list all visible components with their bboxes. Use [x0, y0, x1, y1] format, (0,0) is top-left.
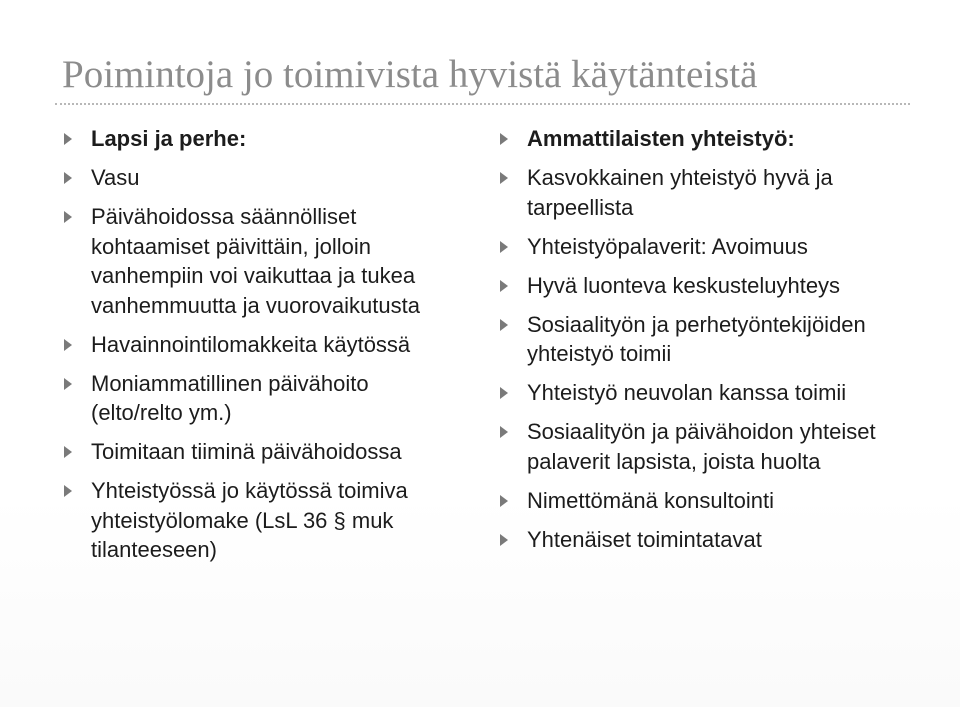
triangle-right-icon	[500, 133, 508, 145]
item-text: Yhteistyö neuvolan kanssa toimii	[527, 380, 847, 405]
item-text: Havainnointilomakkeita käytössä	[91, 331, 411, 357]
list-item	[494, 525, 914, 555]
title-divider	[55, 103, 910, 105]
list-item	[494, 310, 914, 369]
list-item	[58, 202, 458, 320]
triangle-right-icon	[64, 172, 72, 184]
triangle-right-icon	[500, 495, 508, 507]
triangle-right-icon	[500, 426, 508, 438]
item-text: Päivähoidossa säännölliset kohtaamiset päivittäin, jolloin vanhempiin voi vaikuttaa ja tukea vanhemmuutta ja vuorovaikutusta	[91, 204, 420, 318]
list-item	[494, 163, 914, 222]
list-item	[58, 124, 458, 154]
item-text: Yhtenäiset toimintatavat	[527, 526, 762, 552]
list-item	[494, 486, 914, 516]
left-column-list	[58, 124, 458, 574]
item-text: Yhteistyöpalaverit: Avoimuus	[527, 233, 808, 259]
item-text: Vasu	[91, 165, 140, 190]
list-item	[58, 163, 458, 193]
triangle-right-icon	[500, 534, 508, 546]
triangle-right-icon	[64, 133, 72, 145]
list-item	[494, 124, 914, 154]
triangle-right-icon	[500, 241, 508, 253]
item-text: Yhteistyössä jo käytössä toimiva yhteistyölomake (LsL 36 § muk tilanteeseen)	[91, 478, 408, 562]
triangle-right-icon	[500, 172, 508, 184]
triangle-right-icon	[64, 446, 72, 458]
slide-title: Poimintoja jo toimivista hyvistä käytänteistä	[62, 53, 758, 96]
list-item	[58, 476, 458, 565]
triangle-right-icon	[500, 387, 508, 399]
triangle-right-icon	[64, 485, 72, 497]
item-text: Hyvä luonteva keskusteluyhteys	[527, 272, 841, 298]
list-item	[58, 369, 458, 428]
list-item	[494, 417, 914, 476]
triangle-right-icon	[500, 280, 508, 292]
item-text: Lapsi ja perhe:	[91, 126, 247, 151]
triangle-right-icon	[64, 211, 72, 223]
triangle-right-icon	[500, 319, 508, 331]
list-item	[494, 271, 914, 301]
item-text: Ammattilaisten yhteistyö:	[527, 126, 795, 151]
list-item	[58, 330, 458, 360]
item-text: Nimettömänä konsultointi	[527, 487, 775, 513]
triangle-right-icon	[64, 378, 72, 390]
list-item	[58, 437, 458, 467]
list-item	[494, 378, 914, 408]
list-item	[494, 232, 914, 262]
item-text: Moniammatillinen päivähoito (elto/relto ym.)	[91, 370, 369, 425]
right-column-list	[494, 124, 914, 564]
item-text: Sosiaalityön ja perhetyöntekijöiden yhteistyö toimii	[527, 311, 866, 366]
triangle-right-icon	[64, 339, 72, 351]
item-text: Kasvokkainen yhteistyö hyvä ja tarpeellista	[527, 165, 833, 220]
item-text: Sosiaalityön ja päivähoidon yhteiset palaverit lapsista, joista huolta	[527, 419, 876, 474]
item-text: Toimitaan tiiminä päivähoidossa	[91, 439, 402, 464]
